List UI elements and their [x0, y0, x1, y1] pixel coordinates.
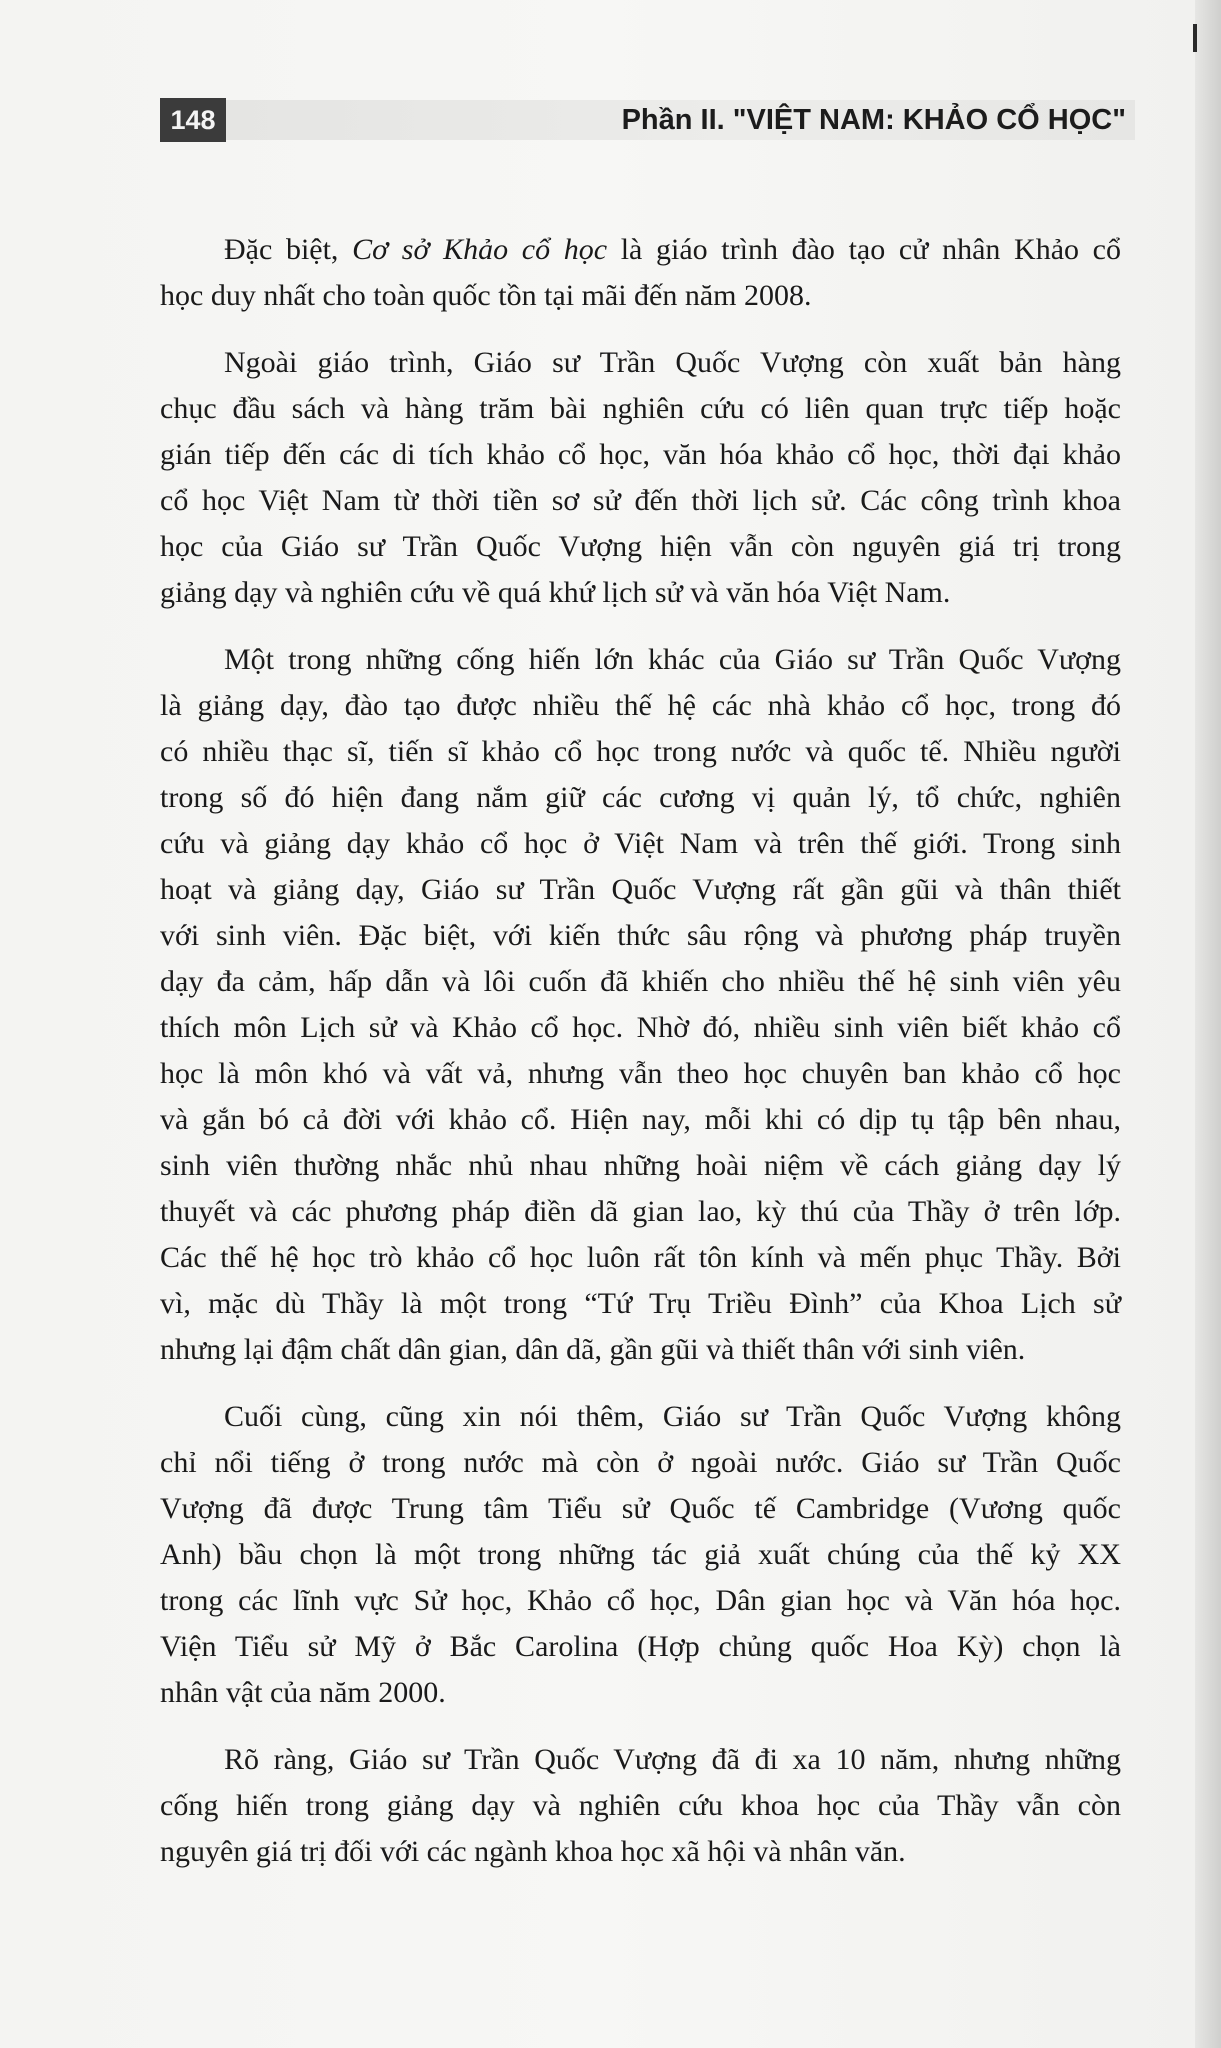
text-line: gián tiếp đến các di tích khảo cổ học, văn hóa khảo cổ học, thời đại khảo [160, 438, 1121, 471]
text-line: sinh viên thường nhắc nhủ nhau những hoài niệm về cách giảng dạy lý [160, 1149, 1121, 1182]
text-line: Anh) bầu chọn là một trong những tác giả xuất chúng của thế kỷ XX [160, 1538, 1121, 1571]
book-title-italic: Cơ sở Khảo cổ học [352, 233, 608, 266]
text-line: với sinh viên. Đặc biệt, với kiến thức sâu rộng và phương pháp truyền [160, 919, 1121, 952]
text-line: học duy nhất cho toàn quốc tồn tại mãi đến năm 2008. [160, 279, 812, 312]
text-line: giảng dạy và nghiên cứu về quá khứ lịch sử và văn hóa Việt Nam. [160, 576, 951, 609]
text-line: hoạt và giảng dạy, Giáo sư Trần Quốc Vượng rất gần gũi và thân thiết [160, 873, 1121, 906]
text-line: cống hiến trong giảng dạy và nghiên cứu khoa học của Thầy vẫn còn [160, 1789, 1121, 1822]
text-line: vì, mặc dù Thầy là một trong “Tứ Trụ Triều Đình” của Khoa Lịch sử [160, 1287, 1121, 1320]
edge-mark [1193, 24, 1197, 52]
running-title: Phần II. "VIỆT NAM: KHẢO CỔ HỌC" [621, 104, 1126, 136]
text-line: nhân vật của năm 2000. [160, 1676, 446, 1709]
paragraph-4 [160, 1394, 1121, 1716]
paragraph-2 [160, 340, 1121, 616]
text-line: trong số đó hiện đang nắm giữ các cương vị quản lý, tổ chức, nghiên [160, 781, 1121, 814]
text-line: dạy đa cảm, hấp dẫn và lôi cuốn đã khiến cho nhiều thế hệ sinh viên yêu [160, 965, 1121, 998]
text-line: trong các lĩnh vực Sử học, Khảo cổ học, Dân gian học và Văn hóa học. [160, 1584, 1121, 1617]
text-line: Một trong những cống hiến lớn khác của Giáo sư Trần Quốc Vượng [224, 643, 1121, 676]
text-line: nguyên giá trị đối với các ngành khoa học xã hội và nhân văn. [160, 1835, 906, 1868]
text-line: nhưng lại đậm chất dân gian, dân dã, gần gũi và thiết thân với sinh viên. [160, 1333, 1026, 1366]
text-line: chỉ nổi tiếng ở trong nước mà còn ở ngoài nước. Giáo sư Trần Quốc [160, 1446, 1121, 1479]
paragraph-1 [160, 227, 1121, 319]
paragraph-3 [160, 637, 1121, 1373]
text-line: Cuối cùng, cũng xin nói thêm, Giáo sư Trần Quốc Vượng không [224, 1400, 1121, 1433]
page-edge-shadow [1195, 0, 1221, 2048]
text-line: Ngoài giáo trình, Giáo sư Trần Quốc Vượng còn xuất bản hàng [224, 346, 1121, 379]
paragraph-5 [160, 1737, 1121, 1875]
page-number: 148 [160, 98, 226, 142]
text-line: và gắn bó cả đời với khảo cổ. Hiện nay, mỗi khi có dịp tụ tập bên nhau, [160, 1103, 1121, 1136]
text-line: chục đầu sách và hàng trăm bài nghiên cứu có liên quan trực tiếp hoặc [160, 392, 1121, 425]
text-line: Rõ ràng, Giáo sư Trần Quốc Vượng đã đi xa 10 năm, nhưng những [224, 1743, 1121, 1776]
text-line: cứu và giảng dạy khảo cổ học ở Việt Nam và trên thế giới. Trong sinh [160, 827, 1121, 860]
text-line: thuyết và các phương pháp điền dã gian lao, kỳ thú của Thầy ở trên lớp. [160, 1195, 1121, 1228]
text-line: học là môn khó và vất vả, nhưng vẫn theo học chuyên ban khảo cổ học [160, 1057, 1121, 1090]
text-line: học của Giáo sư Trần Quốc Vượng hiện vẫn còn nguyên giá trị trong [160, 530, 1121, 563]
text-line: Viện Tiểu sử Mỹ ở Bắc Carolina (Hợp chủng quốc Hoa Kỳ) chọn là [160, 1630, 1121, 1663]
text-line: là giảng dạy, đào tạo được nhiều thế hệ các nhà khảo cổ học, trong đó [160, 689, 1121, 722]
text-line: Các thế hệ học trò khảo cổ học luôn rất tôn kính và mến phục Thầy. Bởi [160, 1241, 1121, 1274]
text-line: cổ học Việt Nam từ thời tiền sơ sử đến thời lịch sử. Các công trình khoa [160, 484, 1121, 517]
text-line [160, 227, 1121, 273]
text-run: là giáo trình đào tạo cử nhân Khảo cổ [607, 233, 1122, 266]
text-line: thích môn Lịch sử và Khảo cổ học. Nhờ đó, nhiều sinh viên biết khảo cổ [160, 1011, 1121, 1044]
body-text [160, 227, 1121, 1896]
text-line: có nhiều thạc sĩ, tiến sĩ khảo cổ học trong nước và quốc tế. Nhiều người [160, 735, 1121, 768]
text-line: Vượng đã được Trung tâm Tiểu sử Quốc tế Cambridge (Vương quốc [160, 1492, 1121, 1525]
text-run: Đặc biệt, [224, 233, 353, 266]
